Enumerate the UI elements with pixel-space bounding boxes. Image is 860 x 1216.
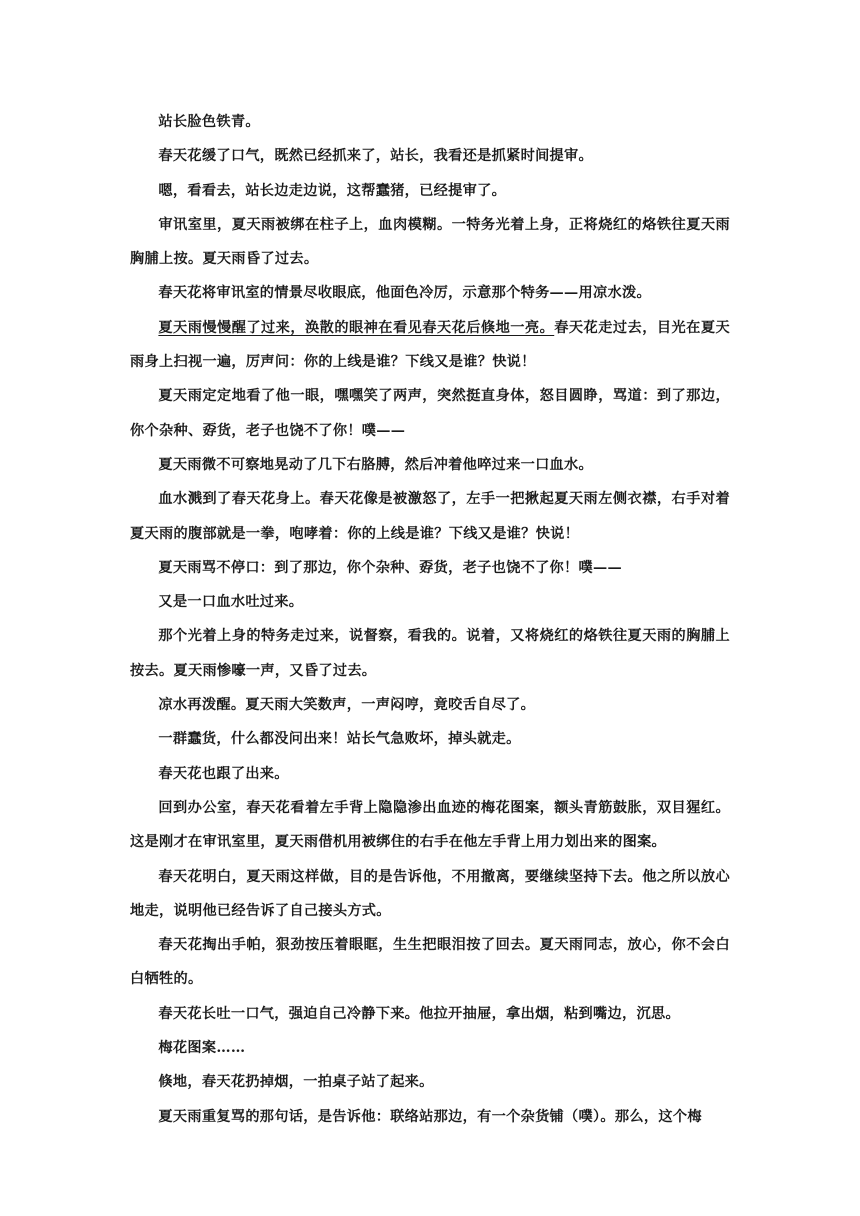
paragraph-rest: 春天花走过去，目光在夏天雨身上扫视一遍，厉声问：你的上线是谁？下线又是谁？快说！: [130, 319, 730, 371]
paragraph: 夏天雨骂不停口：到了那边，你个杂种、孬货，老子也饶不了你！噗——: [158, 559, 622, 576]
paragraph: 那个光着上身的特务走过来，说督察，看我的。说着，又将烧红的烙铁往夏天雨的胸脯上按去。夏天雨惨嚎一声，又昏了过去。: [130, 628, 730, 679]
paragraph: 春天花掏出手帕，狠劲按压着眼眶，生生把眼泪按了回去。夏天雨同志，放心，你不会白白牺牲的。: [130, 937, 730, 988]
paragraph: 夏天雨微不可察地晃动了几下右胳膊，然后冲着他啐过来一口血水。: [158, 456, 594, 473]
paragraph: 春天花明白，夏天雨这样做，目的是告诉他，不用撤离，要继续坚持下去。他之所以放心地走，说明他已经告诉了自己接头方式。: [130, 868, 730, 919]
paragraph: 夏天雨重复骂的那句话，是告诉他：联络站那边，有一个杂货铺（噗）。那么，这个梅: [158, 1108, 702, 1125]
paragraph: 审讯室里，夏天雨被绑在柱子上，血肉模糊。一特务光着上身，正将烧红的烙铁往夏天雨胸脯上按。夏天雨昏了过去。: [130, 216, 730, 268]
paragraph: 夏天雨定定地看了他一眼，嘿嘿笑了两声，突然挺直身体，怒目圆睁，骂道：到了那边，你个杂种、孬货，老子也饶不了你！噗——: [130, 388, 730, 439]
paragraph: 血水溅到了春天花身上。春天花像是被激怒了，左手一把揪起夏天雨左侧衣襟，右手对着夏天雨的腹部就是一拳，咆哮着：你的上线是谁？下线又是谁？快说！: [130, 491, 730, 542]
paragraph: 春天花长吐一口气，强迫自己冷静下来。他拉开抽屉，拿出烟，粘到嘴边，沉思。: [158, 1005, 680, 1022]
underlined-sentence: 夏天雨慢慢醒了过来，涣散的眼神在看见春天花后倏地一亮。: [158, 319, 555, 336]
paragraph: 梅花图案……: [158, 1040, 246, 1057]
paragraph: 回到办公室，春天花看着左手背上隐隐渗出血迹的梅花图案，额头青筋鼓胀，双目猩红。这是刚才在审讯室里，夏天雨借机用被绑住的右手在他左手背上用力划出来的图案。: [130, 799, 730, 851]
paragraph: 嗯，看看去，站长边走边说，这帮蠢猪，已经提审了。: [158, 182, 507, 199]
paragraph: 站长脸色铁青。: [158, 114, 260, 130]
paragraph: 凉水再泼醒。夏天雨大笑数声，一声闷哼，竟咬舌自尽了。: [158, 697, 536, 714]
paragraph: 春天花也跟了出来。: [158, 765, 289, 782]
paragraph: 春天花将审讯室的情景尽收眼底，他面色冷厉，示意那个特务——用凉水泼。: [158, 285, 651, 302]
paragraph: 倏地，春天花扔掉烟，一拍桌子站了起来。: [158, 1074, 434, 1091]
paragraph: 又是一口血水吐过来。: [158, 594, 304, 611]
paragraph: 春天花缓了口气，既然已经抓来了，站长，我看还是抓紧时间提审。: [158, 148, 594, 165]
story-text: [130, 105, 730, 1134]
paragraph: [130, 311, 730, 380]
paragraph: 一群蠢货，什么都没问出来！站长气急败坏，掉头就走。: [158, 731, 521, 748]
